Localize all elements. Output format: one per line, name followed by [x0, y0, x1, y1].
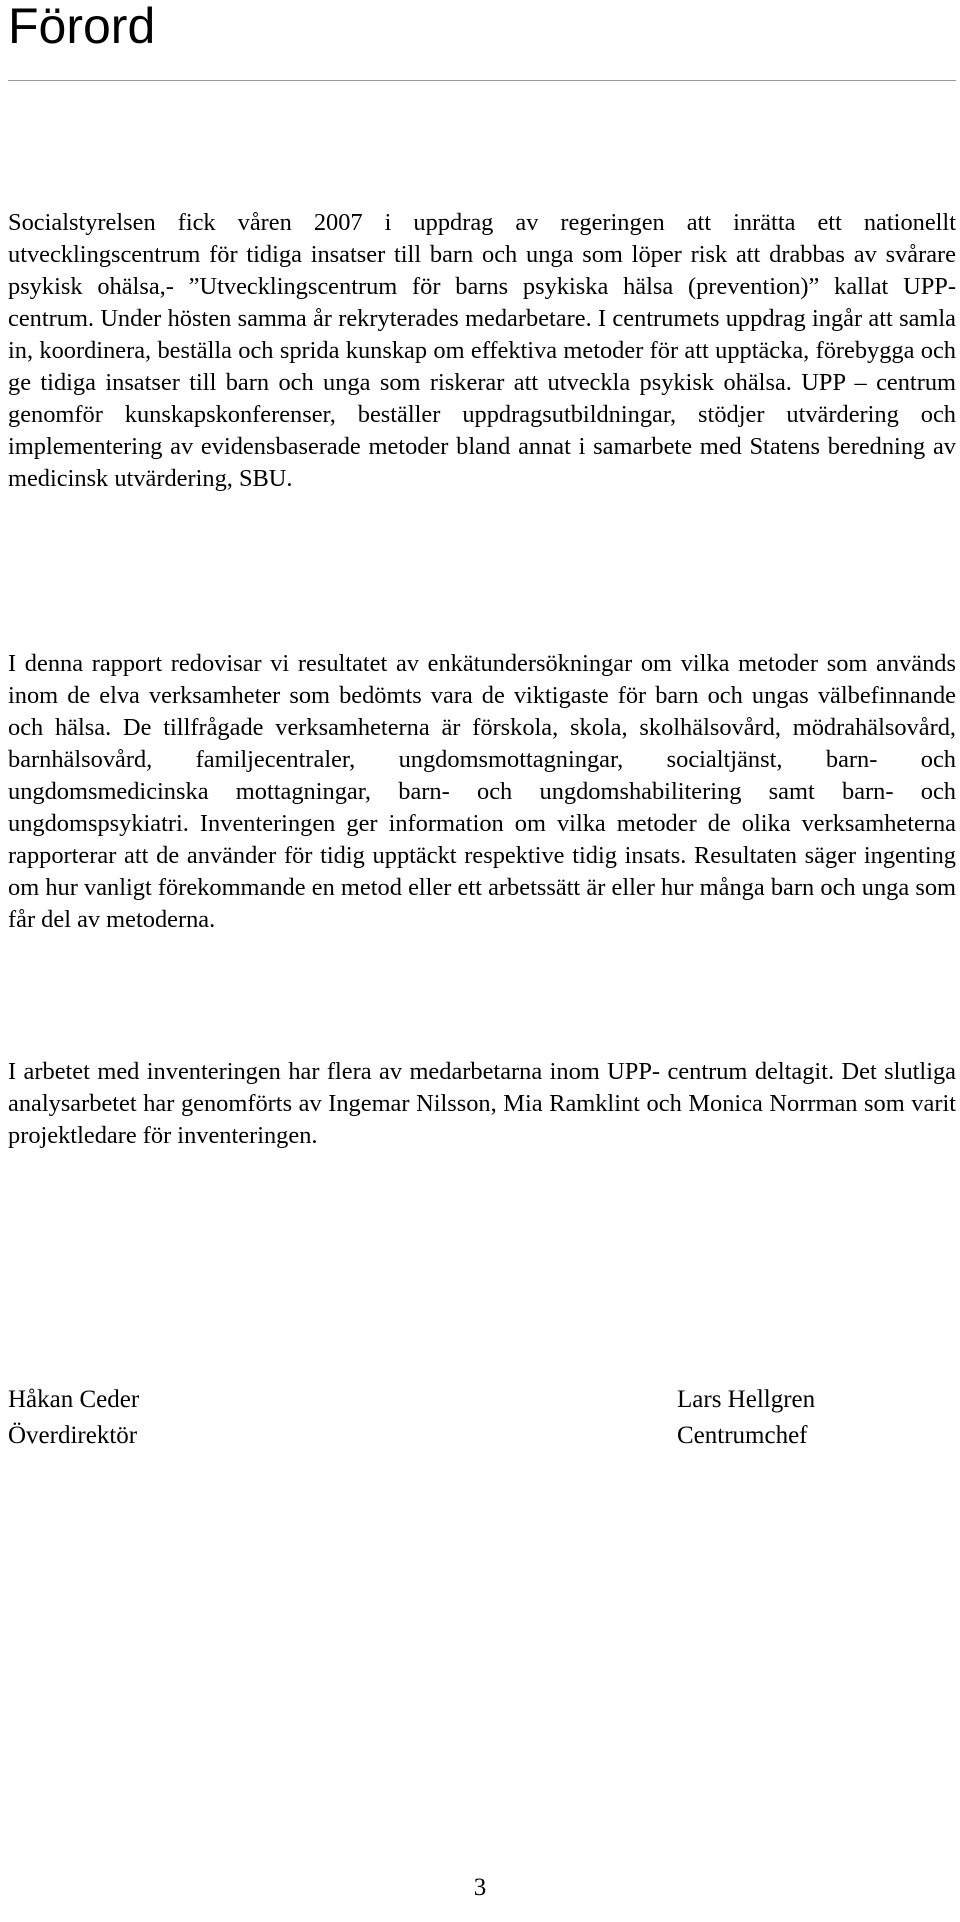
signature-title: Överdirektör — [8, 1422, 138, 1449]
paragraph-credits: I arbetet med inventeringen har flera av medarbetarna inom UPP- centrum deltagit. Det slutliga analysarbetet har genomförts av Ingemar Nilsson, Mia Ramklint och Monica Norrman som varit projektledare för inventeringen. — [8, 1058, 956, 1149]
page-number: 3 — [473, 1874, 487, 1901]
signature-right — [677, 1382, 815, 1454]
signature-left — [8, 1382, 139, 1454]
signature-name: Lars Hellgren — [677, 1386, 816, 1413]
page-heading: Förord — [8, 0, 156, 54]
signature-name: Håkan Ceder — [8, 1386, 140, 1413]
signature-title: Centrumchef — [677, 1422, 808, 1449]
heading-rule — [8, 80, 956, 81]
paragraph-report: I denna rapport redovisar vi resultatet av enkätundersökningar om vilka metoder som används inom de elva verksamheter som bedömts vara de viktigaste för barn och ungas välbefinnande och hälsa. De tillfrågade verksamheterna är förskola, skola, skolhälsovård, mödrahälsovård, barnhälsovård, familjecentraler, ungdomsmottagningar, socialtjänst, barn- och ungdomsmedicinska mottagningar, barn- och ungdomshabilitering samt barn- och ungdomspsykiatri. Inventeringen ger information om vilka metoder de olika verksamheterna rapporterar att de använder för tidig upptäckt respektive tidig insats. Resultaten säger ingenting om hur vanligt förekommande en metod eller ett arbetssätt är eller hur många barn och unga som får del av metoderna. — [8, 650, 956, 933]
paragraph-intro: Socialstyrelsen fick våren 2007 i uppdrag av regeringen att inrätta ett nationellt utvecklingscentrum för tidiga insatser till barn och unga som löper risk att drabbas av svårare psykisk ohälsa,- ”Utvecklingscentrum för barns psykiska hälsa (prevention)” kallat UPP-centrum. Under hösten samma år rekryterades medarbetare. I centrumets uppdrag ingår att samla in, koordinera, beställa och sprida kunskap om effektiva metoder för att upptäcka, förebygga och ge tidiga insatser till barn och unga som riskerar att utveckla psykisk ohälsa. UPP – centrum genomför kunskapskonferenser, beställer uppdragsutbildningar, stödjer utvärdering och implementering av evidensbaserade metoder bland annat i samarbete med Statens beredning av medicinsk utvärdering, SBU. — [8, 209, 956, 492]
